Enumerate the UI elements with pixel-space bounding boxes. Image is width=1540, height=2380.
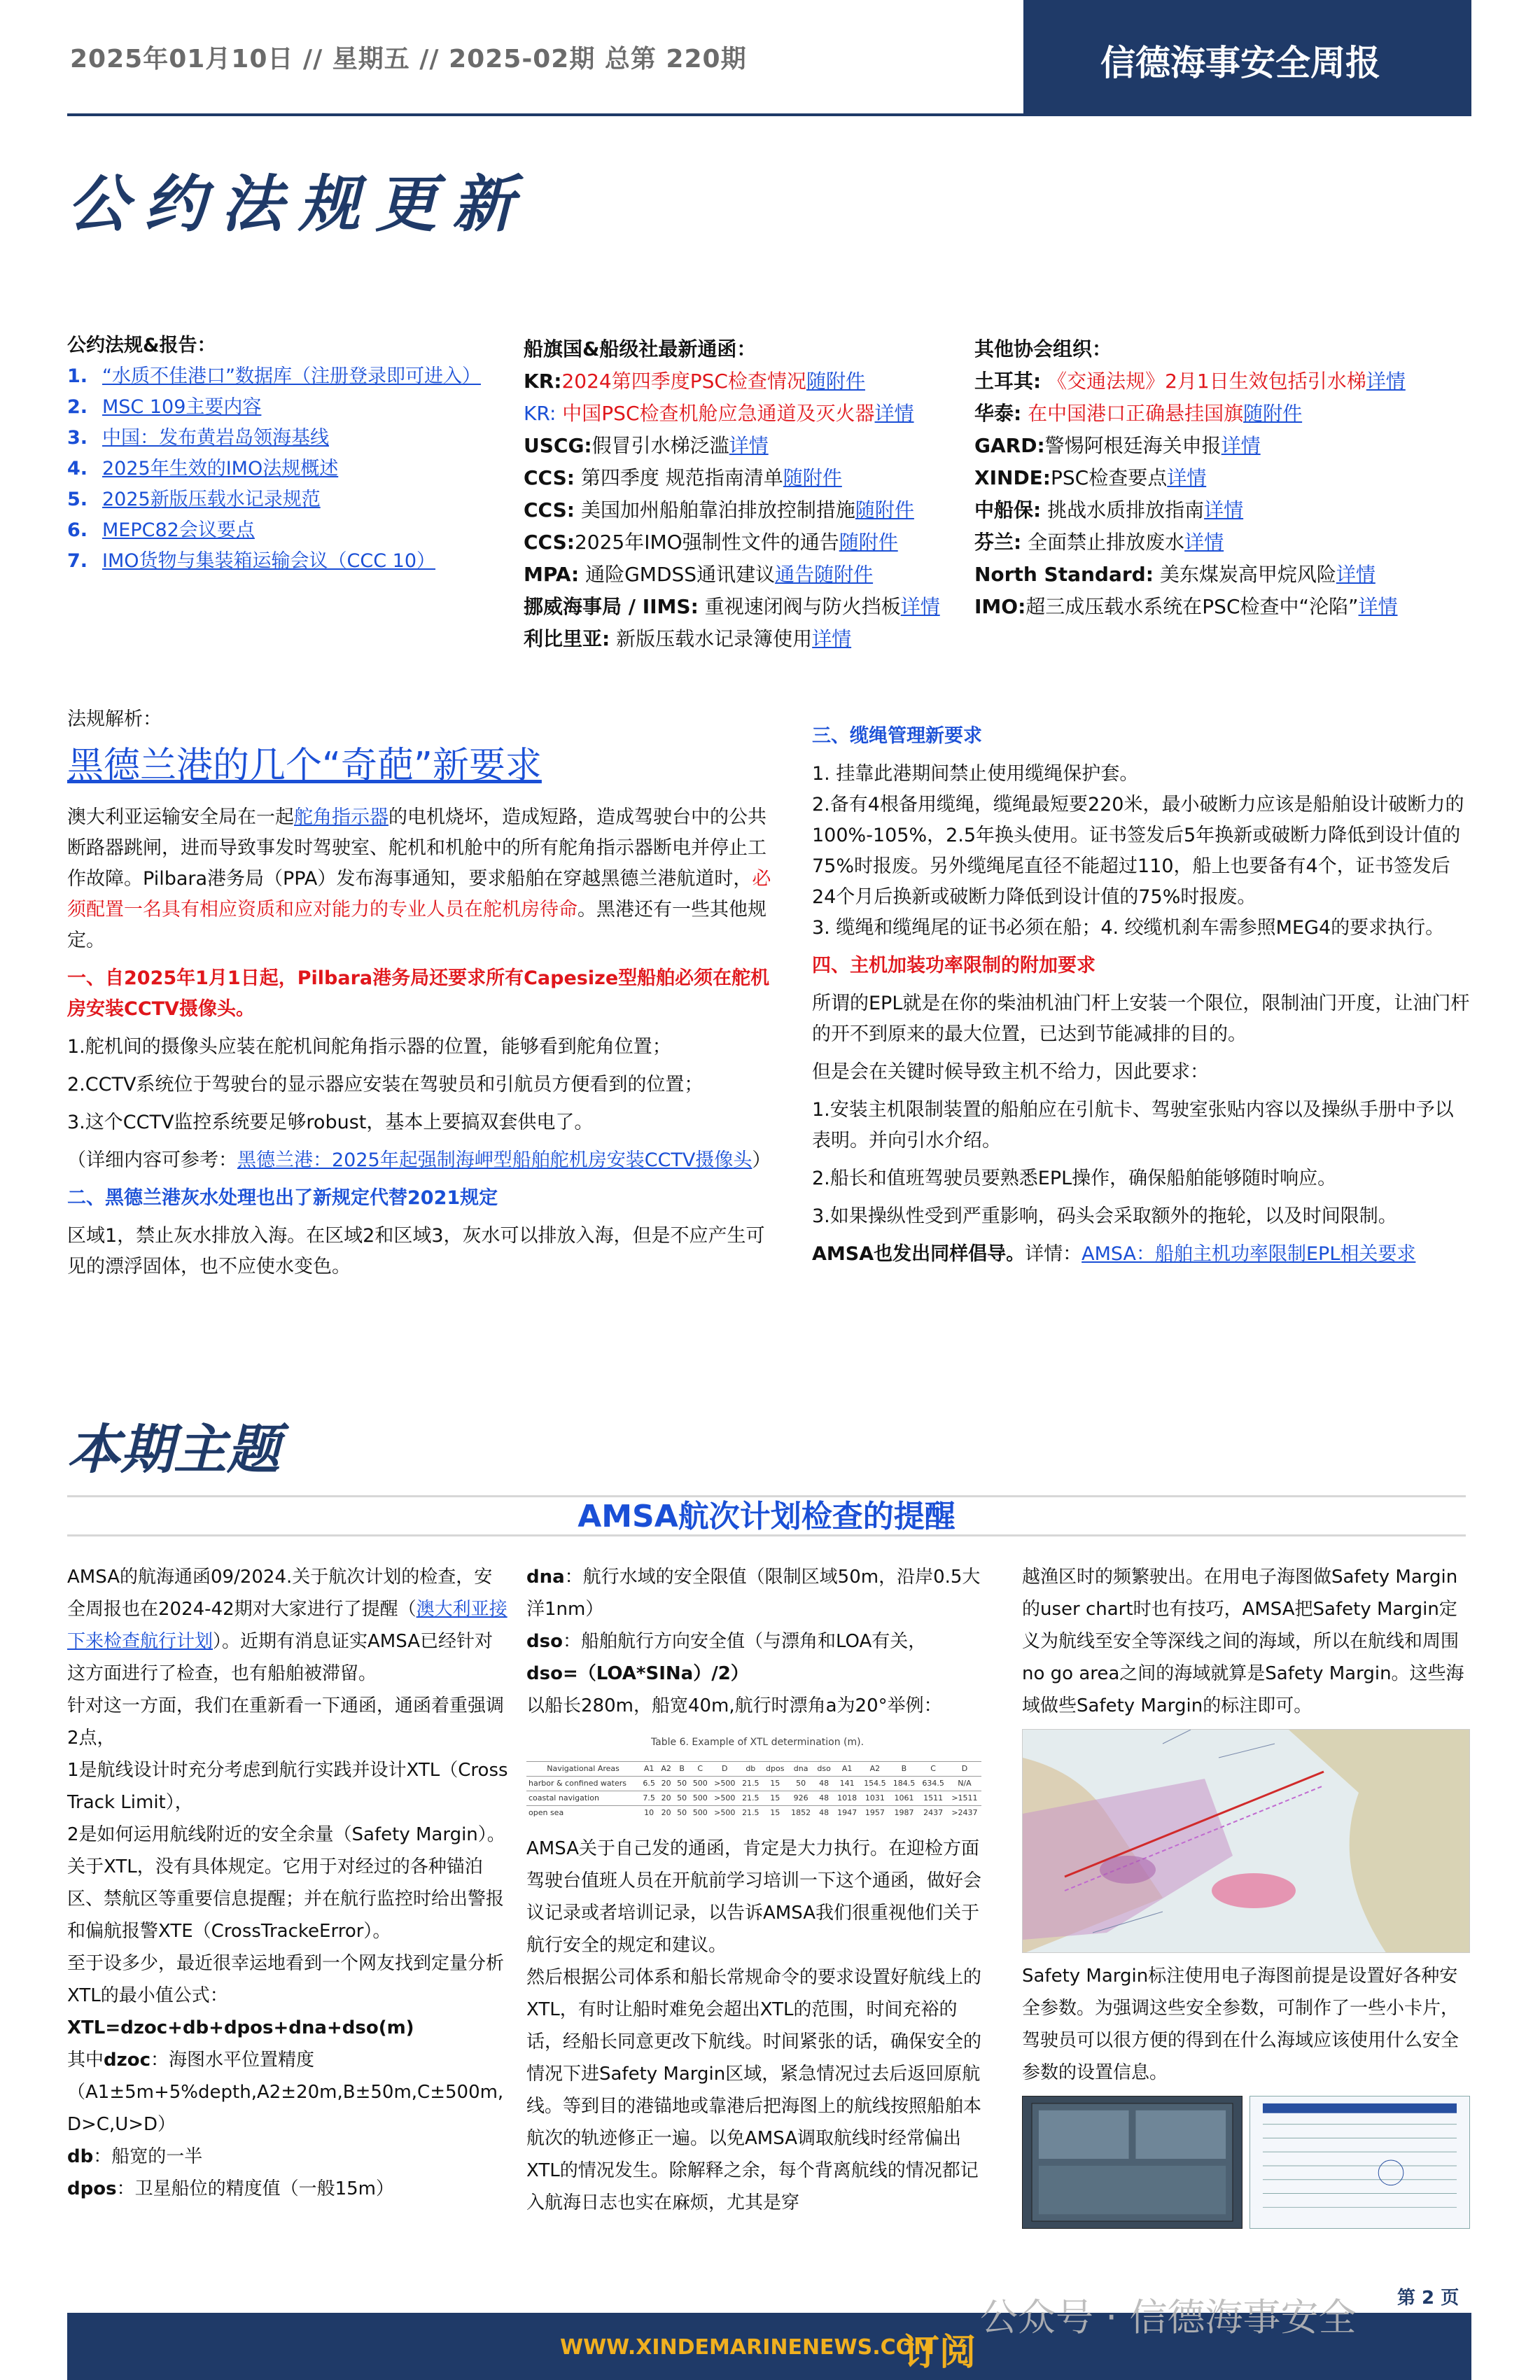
table-cell: 48 xyxy=(814,1777,834,1791)
table-cell: 20 xyxy=(658,1777,674,1791)
attachment-link[interactable]: 随附件 xyxy=(806,370,865,393)
theme-column-1 xyxy=(67,1561,508,2205)
table-cell: 10 xyxy=(640,1806,658,1821)
theme-column-2 xyxy=(526,1561,988,2219)
issue-date-line: 2025年01月10日 // 星期五 // 2025-02期 总第 220期 xyxy=(70,45,747,74)
paragraph: 2.船长和值班驾驶员要熟悉EPL操作，确保船舶能够随时响应。 xyxy=(812,1168,1337,1189)
list-item[interactable]: 5. 2025新版压载水记录规范 xyxy=(67,489,321,510)
table-header-cell: dpos xyxy=(762,1762,788,1777)
paragraph: 至于设多少，最近很幸运地看到一个网友找到定量分析XTL的最小值公式： xyxy=(67,1953,505,2006)
list-item: KR:2024第四季度PSC检查情况随附件 xyxy=(524,370,865,393)
detail-link[interactable]: 详情 xyxy=(1221,434,1261,457)
table-header-cell: D xyxy=(948,1762,981,1777)
list-item: 中船保: 挑战水质排放指南详情 xyxy=(974,498,1244,522)
table-cell: >500 xyxy=(710,1777,738,1791)
table-cell: coastal navigation xyxy=(526,1791,640,1806)
paragraph: 3.这个CCTV监控系统要足够robust，基本上要搞双套供电了。 xyxy=(67,1112,594,1133)
safety-parameter-card xyxy=(1250,2096,1470,2229)
subheading: 一、自2025年1月1日起，Pilbara港务局还要求所有Capesize型船舶必须在舵机房安装CCTV摄像头。 xyxy=(67,967,770,1020)
list-item: 利比里亚: 新版压载水记录簿使用详情 xyxy=(524,627,852,650)
table-cell: 20 xyxy=(658,1806,674,1821)
header-rule xyxy=(67,113,1023,116)
paragraph: dso=（LOA*SINa）/2） xyxy=(526,1663,749,1684)
table-caption: Table 6. Example of XTL determination (m). xyxy=(650,1737,864,1748)
list-item: XINDE:PSC检查要点详情 xyxy=(974,466,1207,489)
xtl-example-table xyxy=(526,1761,981,1820)
paragraph: 澳大利亚运输安全局在一起舵角指示器的电机烧坏，造成短路，造成驾驶台中的公共断路器跳闸，进而导致事发时驾驶室、舵机和机舱中的所有舵角指示器断电并停止工作故障。Pilbara港务局（PPA）发布海事通知，要求船舶在穿越黑德兰港航道时，必须配置一名具有相应资质和应对能力的专业人员在舵机房待命。黑港还有一些其他规定。 xyxy=(67,806,771,951)
paragraph: （详细内容可参考：黑德兰港：2025年起强制海岬型船舶舵机房安装CCTV摄像头） xyxy=(67,1149,771,1171)
list-item[interactable]: 2. MSC 109主要内容 xyxy=(67,396,262,418)
table-cell: >500 xyxy=(710,1806,738,1821)
list-item: CCS: 第四季度 规范指南清单随附件 xyxy=(524,466,842,489)
paragraph: 1. 挂靠此港期间禁止使用缆绳保护套。 xyxy=(812,763,1139,785)
table-cell: 500 xyxy=(690,1777,710,1791)
attachment-link[interactable]: 随附件 xyxy=(1243,402,1303,425)
list-item[interactable]: 4. 2025年生效的IMO法规概述 xyxy=(67,458,339,479)
table-header-cell: C xyxy=(918,1762,948,1777)
list-item[interactable]: 6. MEPC82会议要点 xyxy=(67,519,255,541)
analysis-left xyxy=(67,704,774,1289)
parameter-cards-images xyxy=(1022,2096,1470,2229)
table-header-cell: A2 xyxy=(658,1762,674,1777)
list-item[interactable]: 3. 中国：发布黄岩岛领海基线 xyxy=(67,427,329,449)
list-item: 芬兰: 全面禁止排放废水详情 xyxy=(974,531,1224,554)
attachment-link[interactable]: 随附件 xyxy=(783,466,842,489)
table-cell: 15 xyxy=(762,1806,788,1821)
table-cell: 1031 xyxy=(860,1791,890,1806)
watermark: 公众号 · 信德海事安全 xyxy=(980,2295,1357,2339)
paragraph: 区域1，禁止灰水排放入海。在区域2和区域3，灰水可以排放入海，但是不应产生可见的漂浮固体，也不应使水变色。 xyxy=(67,1225,765,1278)
chart-drawing xyxy=(1023,1730,1470,1953)
table-cell: 50 xyxy=(674,1777,690,1791)
detail-link[interactable]: 详情 xyxy=(1336,563,1376,586)
table-row xyxy=(526,1791,981,1806)
list-item: IMO:超三成压载水系统在PSC检查中“沦陷”详情 xyxy=(974,595,1398,618)
table-cell: 1852 xyxy=(788,1806,814,1821)
list-item[interactable]: 7. IMO货物与集装箱运输会议（CCC 10） xyxy=(67,550,436,572)
paragraph: 2.CCTV系统位于驾驶台的显示器应安装在驾驶员和引航员方便看到的位置； xyxy=(67,1074,704,1096)
table-cell: 21.5 xyxy=(738,1791,762,1806)
list-item: GARD:警惕阿根廷海关申报详情 xyxy=(974,434,1261,457)
list-item: MPA: 通险GMDSS通讯建议通告随附件 xyxy=(524,563,874,586)
detail-link[interactable]: 详情 xyxy=(1204,498,1244,522)
convention-link-3[interactable]: 中国：发布黄岩岛领海基线 xyxy=(102,427,329,449)
table-header-cell: B xyxy=(674,1762,690,1777)
theme-title: AMSA航次计划检查的提醒 xyxy=(578,1499,955,1534)
list-item: KR: 中国PSC检查机舱应急通道及灭火器详情 xyxy=(524,402,914,425)
table-cell: 50 xyxy=(674,1791,690,1806)
table-cell: 1987 xyxy=(890,1806,919,1821)
table-header-cell: C xyxy=(690,1762,710,1777)
table-header-cell: B xyxy=(890,1762,919,1777)
list-item: CCS: 美国加州船舶靠泊排放控制措施随附件 xyxy=(524,498,914,522)
table-cell: 1511 xyxy=(918,1791,948,1806)
attachment-link[interactable]: 随附件 xyxy=(855,498,914,522)
table-header-cell: dso xyxy=(814,1762,834,1777)
attachment-link[interactable]: 通告随附件 xyxy=(775,563,874,586)
detail-link[interactable]: 详情 xyxy=(900,595,940,618)
convention-link-2[interactable]: MSC 109主要内容 xyxy=(102,396,262,418)
detail-link[interactable]: 详情 xyxy=(1184,531,1224,554)
table-cell: 2437 xyxy=(918,1806,948,1821)
table-cell: >500 xyxy=(710,1791,738,1806)
table-cell: >2437 xyxy=(948,1806,981,1821)
table-header-cell: A2 xyxy=(860,1762,890,1777)
subheading: 二、黑德兰港灰水处理也出了新规定代替2021规定 xyxy=(67,1187,498,1209)
website-link[interactable]: WWW.XINDEMARINENEWS.COM xyxy=(560,2335,935,2360)
table-cell: 926 xyxy=(788,1791,814,1806)
paragraph: dna：航行水域的安全限值（限制区域50m，沿岸0.5大洋1nm） xyxy=(526,1567,981,1620)
xtl-formula: XTL=dzoc+db+dpos+dna+dso(m) xyxy=(67,2017,414,2038)
list-item: 华泰: 在中国港口正确悬挂国旗随附件 xyxy=(974,402,1303,425)
electronic-chart-image xyxy=(1022,1729,1470,1953)
paragraph: 以船长280m，船宽40m,航行时漂角a为20°举例： xyxy=(526,1695,942,1716)
brand-title: 信德海事安全周报 xyxy=(1100,43,1380,83)
table-cell: open sea xyxy=(526,1806,640,1821)
table-cell: harbor & confined waters xyxy=(526,1777,640,1791)
table-cell: 50 xyxy=(788,1777,814,1791)
brand-banner xyxy=(1023,0,1471,116)
detail-link[interactable]: 详情 xyxy=(812,627,852,650)
table-cell: 50 xyxy=(674,1806,690,1821)
table-header-cell: Navigational Areas xyxy=(526,1762,640,1777)
conventions-heading: 公约法规&报告： xyxy=(67,335,216,356)
theme-column-3 xyxy=(1022,1561,1470,2229)
paragraph: 1.安装主机限制装置的船舶应在引航卡、驾驶室张贴内容以及操纵手册中予以表明。并向引水介绍。 xyxy=(812,1099,1454,1152)
other-assoc-heading: 其他协会组织： xyxy=(974,337,1112,360)
page-number: 第 2 页 xyxy=(1397,2288,1460,2309)
table-cell: 20 xyxy=(658,1791,674,1806)
table-header-cell: D xyxy=(710,1762,738,1777)
table-row xyxy=(526,1806,981,1821)
paragraph: Safety Margin标注使用电子海图前提是设置好各种安全参数。为强调这些安全参数，可制作了一些小卡片，驾驶员可以很方便的得到在什么海域应该使用什么安全参数的设置信息。 xyxy=(1022,1966,1460,2083)
voyage-plan-link[interactable]: 澳大利亚接下来检查航行计划 xyxy=(67,1599,507,1652)
paragraph: 越渔区时的频繁驶出。在用电子海图做Safety Margin的user chart时也有技巧，AMSA把Safety Margin定义为航线至安全等深线之间的海域，所以在航线和周围no go area之间的海域就算是Safety Margin。这些海域做些Safety Margin的标注即可。 xyxy=(1022,1567,1464,1716)
subheading: 三、缆绳管理新要求 xyxy=(812,725,982,747)
table-cell: 15 xyxy=(762,1777,788,1791)
analysis-right xyxy=(812,721,1470,1277)
paragraph: 1.舵机间的摄像头应装在舵机间舵角指示器的位置，能够看到舵角位置； xyxy=(67,1036,671,1058)
paragraph: 3. 缆绳和缆绳尾的证书必须在船；4. 绞缆机刹车需参照MEG4的要求执行。 xyxy=(812,917,1445,939)
table-cell: 7.5 xyxy=(640,1791,658,1806)
rudder-indicator-link[interactable]: 舵角指示器 xyxy=(294,806,388,828)
paragraph: 其中dzoc：海图水平位置精度（A1±5m+5%depth,A2±20m,B±50m,C±500m, D>C,U>D） xyxy=(67,2050,504,2135)
list-item: CCS:2025年IMO强制性文件的通告随附件 xyxy=(524,531,898,554)
paragraph: 1是航线设计时充分考虑到航行实践并设计XTL（Cross Track Limit）， xyxy=(67,1760,508,1813)
list-item: 土耳其: 《交通法规》2月1日生效包括引水梯详情 xyxy=(974,370,1406,393)
table-cell: 1061 xyxy=(890,1791,919,1806)
table-cell: 1947 xyxy=(834,1806,860,1821)
paragraph: 针对这一方面，我们在重新看一下通函，通函着重强调2点， xyxy=(67,1695,505,1749)
flag-class-heading: 船旗国&船级社最新通函： xyxy=(524,337,757,360)
subheading: 四、主机加装功率限制的附加要求 xyxy=(812,955,1096,976)
convention-link-6[interactable]: MEPC82会议要点 xyxy=(102,519,255,541)
table-cell: 1957 xyxy=(860,1806,890,1821)
table-cell: 154.5 xyxy=(860,1777,890,1791)
list-item[interactable]: 1. “水质不佳港口”数据库（注册登录即可进入） xyxy=(67,365,481,387)
list-item: USCG:假冒引水梯泛滥详情 xyxy=(524,434,769,457)
convention-link-4[interactable]: 2025年生效的IMO法规概述 xyxy=(102,458,339,479)
list-item: 挪威海事局 / IIMS: 重视速闭阀与防火挡板详情 xyxy=(524,595,940,618)
table-cell: 184.5 xyxy=(890,1777,919,1791)
detail-link[interactable]: 详情 xyxy=(729,434,769,457)
table-row xyxy=(526,1777,981,1791)
section-title-theme: 本期主题 xyxy=(67,1418,280,1480)
table-cell: 6.5 xyxy=(640,1777,658,1791)
table-cell: 500 xyxy=(690,1791,710,1806)
convention-link-5[interactable]: 2025新版压载水记录规范 xyxy=(102,489,321,510)
cctv-article-link[interactable]: 黑德兰港：2025年起强制海岬型船舶舵机房安装CCTV摄像头 xyxy=(237,1149,752,1171)
paragraph: 3.如果操纵性受到严重影响，码头会采取额外的拖轮，以及时间限制。 xyxy=(812,1205,1397,1227)
table-cell: 48 xyxy=(814,1806,834,1821)
paragraph: AMSA关于自己发的通函，肯定是大力执行。在迎检方面驾驶台值班人员在开航前学习培训一下这个通函，做好会议记录或者培训记录，以告诉AMSA我们很重视他们关于航行安全的规定和建议。 xyxy=(526,1838,982,1956)
analysis-label: 法规解析： xyxy=(67,708,162,730)
table-cell: >1511 xyxy=(948,1791,981,1806)
list-item: North Standard: 美东煤炭高甲烷风险详情 xyxy=(974,563,1376,586)
paragraph: AMSA的航海通函09/2024.关于航次计划的检查，安全周报也在2024-42期对大家进行了提醒（澳大利亚接下来检查航行计划）。近期有消息证实AMSA已经针对这方面进行了检查，也有船舶被滞留。 xyxy=(67,1567,507,1684)
paragraph: dso：船舶航行方向安全值（与漂角和LOA有关， xyxy=(526,1631,927,1652)
paragraph: 关于XTL，没有具体规定。它用于对经过的各种锚泊区、禁航区等重要信息提醒；并在航行监控时给出警报和偏航报警XTE（CrossTrackeError）。 xyxy=(67,1856,505,1942)
table-header-cell: A1 xyxy=(640,1762,658,1777)
paragraph: AMSA也发出同样倡导。详情：AMSA：船舶主机功率限制EPL相关要求 xyxy=(812,1243,1416,1265)
table-cell: 21.5 xyxy=(738,1806,762,1821)
table-header-row xyxy=(526,1762,981,1777)
paragraph: 然后根据公司体系和船长常规命令的要求设置好航线上的XTL，有时让船时难免会超出XTL的范围，时间充裕的话，经船长同意更改下航线。时间紧张的话，确保安全的情况下进Safety Margin区域，紧急情况过去后返回原航线。等到目的港锚地或靠港后把海图上的航线按照船舶本航次的轨迹修正一遍。以免AMSA调取航线时经常偏出XTL的情况发生。除解释之余，每个背离航线的情况都记入航海日志也实在麻烦，尤其是穿 xyxy=(526,1967,982,2213)
conventions-list xyxy=(67,330,501,577)
divider xyxy=(67,1534,1466,1536)
convention-link-1[interactable]: “水质不佳港口”数据库（注册登录即可进入） xyxy=(102,365,481,387)
paragraph: 2是如何运用航线附近的安全余量（Safety Margin）。 xyxy=(67,1824,505,1845)
table-header-cell: dna xyxy=(788,1762,814,1777)
table-cell: 500 xyxy=(690,1806,710,1821)
table-header-cell: db xyxy=(738,1762,762,1777)
detail-link[interactable]: 详情 xyxy=(1167,466,1207,489)
table-cell: 1018 xyxy=(834,1791,860,1806)
table-cell: 15 xyxy=(762,1791,788,1806)
paragraph: dpos：卫星船位的精度值（一般15m） xyxy=(67,2178,394,2199)
table-cell: 21.5 xyxy=(738,1777,762,1791)
detail-link[interactable]: 详情 xyxy=(1366,370,1406,393)
paragraph: 所谓的EPL就是在你的柴油机油门杆上安装一个限位，限制油门开度，让油门杆的开不到原来的最大位置，已达到节能减排的目的。 xyxy=(812,993,1470,1045)
attachment-link[interactable]: 随附件 xyxy=(839,531,898,554)
table-cell: 48 xyxy=(814,1791,834,1806)
table-cell: 141 xyxy=(834,1777,860,1791)
paragraph: 但是会在关键时候导致主机不给力，因此要求： xyxy=(812,1061,1209,1083)
detail-link[interactable]: 详情 xyxy=(1358,595,1398,618)
table-header-cell: A1 xyxy=(834,1762,860,1777)
table-cell: 634.5 xyxy=(918,1777,948,1791)
detail-link[interactable]: 详情 xyxy=(874,402,914,425)
other-assoc-list xyxy=(974,333,1478,623)
flag-class-list xyxy=(524,333,972,655)
convention-link-7[interactable]: IMO货物与集装箱运输会议（CCC 10） xyxy=(102,550,436,572)
ecdis-screen-photo xyxy=(1022,2096,1242,2229)
subscribe-button[interactable]: 订阅 xyxy=(903,2332,976,2374)
article-title-link[interactable]: 黑德兰港的几个“奇葩”新要求 xyxy=(67,745,542,787)
table-cell: N/A xyxy=(948,1777,981,1791)
paragraph: db：船宽的一半 xyxy=(67,2146,203,2167)
paragraph: 2.备有4根备用缆绳，缆绳最短要220米，最小破断力应该是船舶设计破断力的100%-105%，2.5年换头使用。证书签发后5年换新或破断力降低到设计值的75%时报废。另外缆绳尾直径不能超过110，船上也要备有4个，证书签发后24个月后换新或破断力降低到设计值的75%时报废。 xyxy=(812,794,1464,908)
amsa-epl-link[interactable]: AMSA：船舶主机功率限制EPL相关要求 xyxy=(1082,1243,1416,1265)
section-title-regulations: 公约法规更新 xyxy=(67,168,530,240)
